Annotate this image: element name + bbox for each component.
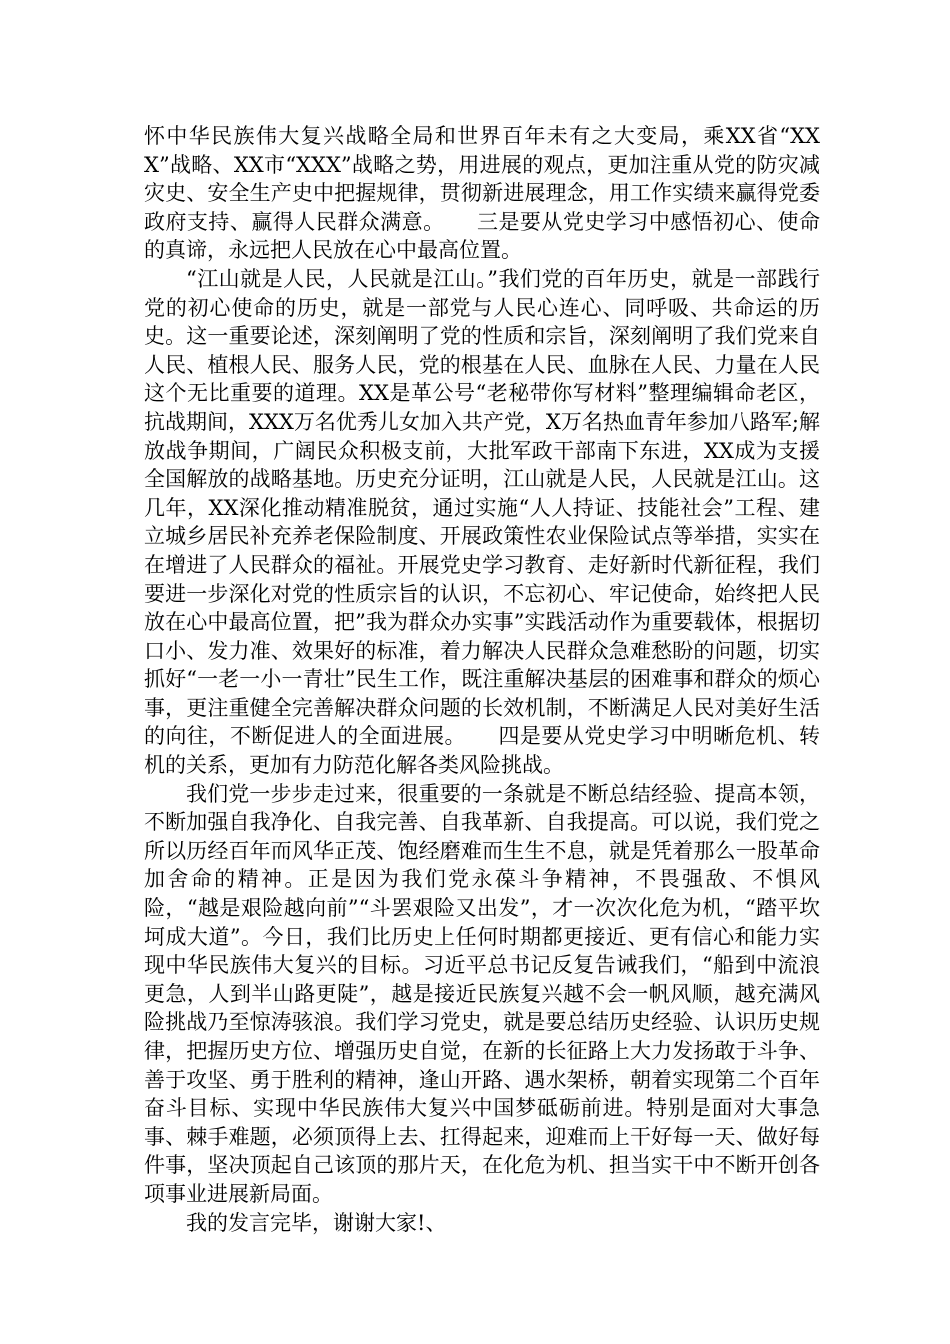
paragraph-continuation: 怀中华民族伟大复兴战略全局和世界百年未有之大变局，乘XX省“XXX”战略、XX市“XXX”战略之势，用进展的观点，更加注重从党的防灾减灾史、安全生产史中把握规律，贯彻新进展理念，用工作实绩来赢得党委政府支持、赢得人民群众满意。 三是要从党史学习中感悟初心、使命的真谛，永远把人民放在心中最高位置。 [144,124,820,263]
closing-remark: 我的发言完毕，谢谢大家!、 [186,1210,447,1235]
paragraph: “江山就是人民，人民就是江山。”我们党的百年历史，就是一部践行党的初心使命的历史，就是一部党与人民心连心、同呼吸、共命运的历史。这一重要论述，深刻阐明了党的性质和宗旨，深刻阐明了我们党来自人民、植根人民、服务人民，党的根基在人民、血脉在人民、力量在人民这个无比重要的道理。XX是革公号“老秘带你写材料”整理编辑命老区，抗战期间，XXX万名优秀儿女加入共产党，X万名热血青年参加八路军;解放战争期间，广阔民众积极支前，大批军政干部南下东进，XX成为支援全国解放的战略基地。历史充分证明，江山就是人民，人民就是江山。这几年，XX深化推动精准脱贫，通过实施“人人持证、技能社会”工程、建立城乡居民补充养老保险制度、开展政策性农业保险试点等举措，实实在在增进了人民群众的福祉。开展党史学习教育、走好新时代新征程，我们要进一步深化对党的性质宗旨的认识，不忘初心、牢记使命，始终把人民放在心中最高位置，把”我为群众办实事”实践活动作为重要载体，根据切口小、发力准、效果好的标准，着力解决人民群众急难愁盼的问题，切实抓好“一老一小一青壮”民生工作，既注重解决基层的困难事和群众的烦心事，更注重健全完善解决群众问题的长效机制，不断满足人民对美好生活的向往，不断促进人的全面进展。 四是要从党史学习中明晰危机、转机的关系，更加有力防范化解各类风险挑战。 [144,266,820,778]
document-body [144,122,820,1237]
paragraph: 我们党一步步走过来，很重要的一条就是不断总结经验、提高本领，不断加强自我净化、自我完善、自我革新、自我提高。可以说，我们党之所以历经百年而风华正茂、饱经磨难而生生不息，就是凭着那么一股革命加舍命的精神。正是因为我们党永葆斗争精神，不畏强敌、不惧风险，“越是艰险越向前”“斗罢艰险又出发”，才一次次化危为机，“踏平坎坷成大道”。今日，我们比历史上任何时期都更接近、更有信心和能力实现中华民族伟大复兴的目标。习近平总书记反复告诫我们，“船到中流浪更急，人到半山路更陡”，越是接近民族复兴越不会一帆风顺，越充满风险挑战乃至惊涛骇浪。我们学习党史，就是要总结历史经验、认识历史规律，把握历史方位、增强历史自觉，在新的长征路上大力发扬敢于斗争、善于攻坚、勇于胜利的精神，逢山开路、遇水架桥，朝着实现第二个百年奋斗目标、实现中华民族伟大复兴中国梦砥砺前进。特别是面对大事急事、棘手难题，必须顶得上去、扛得起来，迎难而上干好每一天、做好每件事，坚决顶起自己该顶的那片天，在化危为机、担当实干中不断开创各项事业进展新局面。 [144,781,820,1206]
